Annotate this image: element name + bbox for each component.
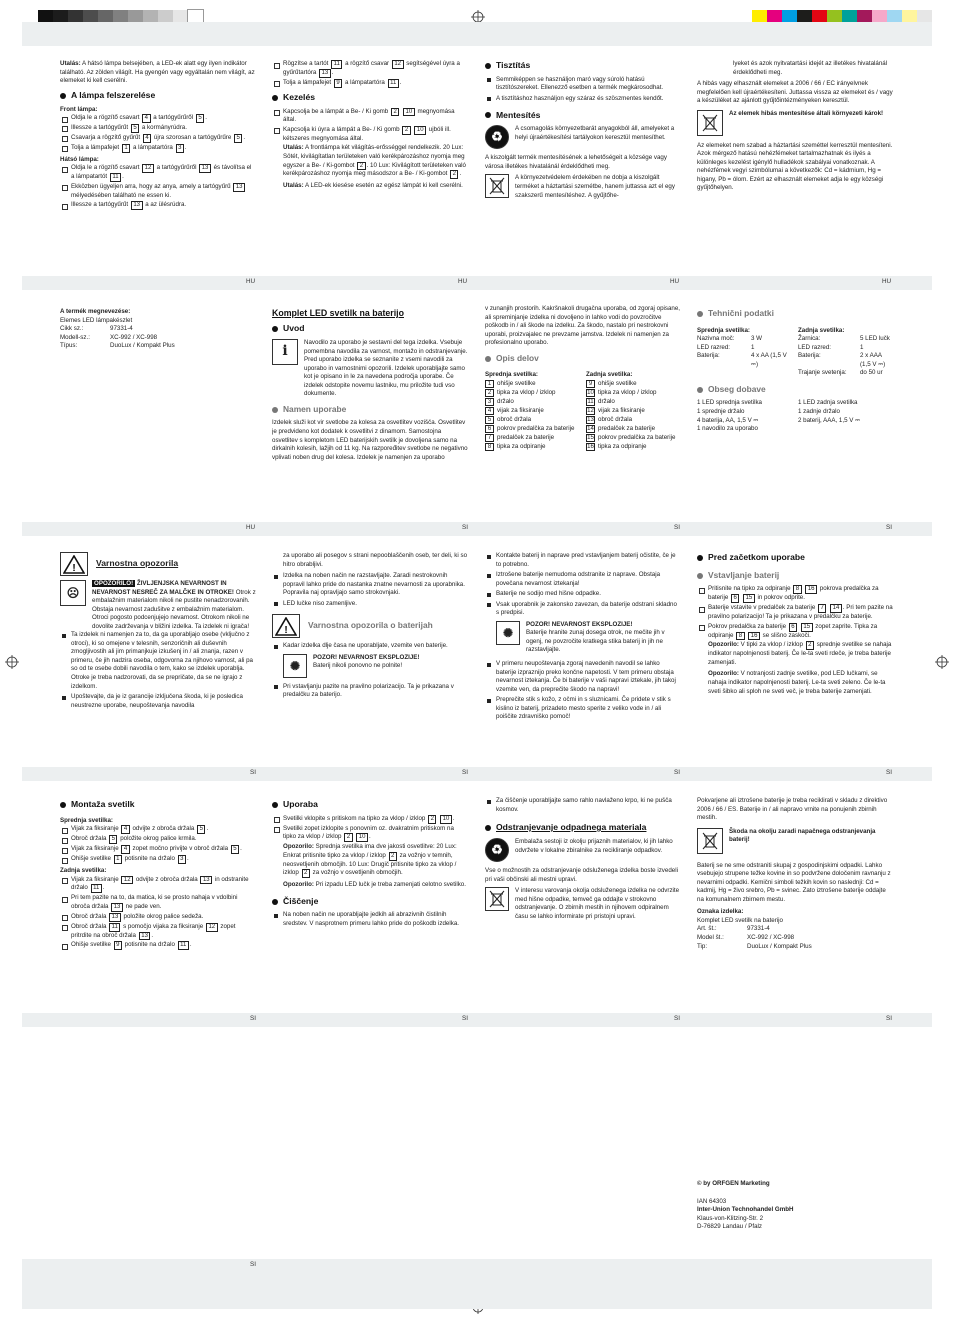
color-swatch [98,10,113,22]
part-row [586,407,681,416]
part-number-box: 10 [414,126,426,135]
product-field-value: XC-992 / XC-998 [110,333,158,341]
part-number-box: 11 [91,884,102,893]
si-col-3: Tehnični podatki Sprednja svetilka: Nazivna moč: 3 W LED razred: 1 Baterija: 4 x AA (1,5 V ⎓) Zadnja svetilka: Žarnica: 5 LED lučk LED razred: 1 Baterija: 2 x AAA (1,5 V ⎓) Trajanje svetenja: do 50 ur Obseg dobave 1 LED sprednja svetilka 1 sprednje držalo 4 baterija, AA, 1,5 V ⎓ 1 navodilo za uporabo 1 LED zadnja svetilka 1 zadnje držalo 2 baterij, AAA, 1,5 V ⎓ [697,304,893,517]
color-swatch [782,10,797,22]
part-row [586,389,681,398]
part-number-box: 8 [485,443,494,451]
lang-label: SI [674,769,680,776]
part-number-box: 2 [806,641,814,650]
part-number-box: 5 [196,114,204,123]
tech-field-label: Žarnica: [797,335,821,343]
recycle-icon: ♻ [485,125,509,149]
crossed-bin-icon [697,828,723,854]
color-swatch [173,10,188,22]
si-mount-col: Montaža svetilk Sprednja svetilka: Vijak za fiksiranje 4 odvijte z obroča držala 5 . Obroč držala 5 položite okrog palice krmila. Vijak za fiksiranje 4 zopet močno privijte v obroč držala 5 . Ohišje svetilke 1 potisnite na držalo 3 . Zadnja svetilka: Vijak za fiksiranje 12 odvijte z obroča držala 13 in odstranite držalo 11 . Pri tem pazite na to, da matica, ki se prosto nahaja v vdolbini obroča držala 13 ne pade ven. Obroč držala 13 položite okrog palice sedeža. Obroč držala 11 s pomočjo vijaka za fiksiranje 12 zopet pritrdite na obroč držala 13 . Ohišje svetilke 9 potisnite na držalo 11 . [60,795,256,1007]
part-number-box: 2 [389,852,397,861]
color-swatch [767,10,782,22]
lang-label: SI [462,769,468,776]
part-row [485,425,580,434]
lang-label: SI [886,1015,892,1022]
part-row [485,380,580,389]
product-field-value: 97331-4 [110,325,133,333]
step-item: Illessze a tartógyűrűt 5 a kormányrúdra. [60,124,256,133]
part-row [586,425,681,434]
part-label: predalček za baterije [598,425,656,433]
lang-label: HU [882,278,892,285]
lang-label: SI [674,1015,680,1022]
tech-field-label: Nazivna moč: [697,335,735,343]
part-number-box: 9 [114,941,122,950]
part-number-box: 13 [319,69,331,78]
part-number-box: 5 [109,835,117,844]
info-icon: i [272,339,298,365]
part-number-box: 11 [178,941,189,950]
part-number-box: 6 [731,594,739,603]
part-number-box: 11 [110,173,121,182]
part-number-box: 1 [114,855,122,864]
part-row [586,434,681,443]
si-col-2: v zunanjih prostorih. Kakršnakoli drugačna uporaba, od zgoraj opisane, ali spreminjanje izdelka ni dovoljeno in lahko vodi do povzročitve poškodb in / ali škode na izdelku. Za škodo, nastalo pri nestrokovni uporabi, proizvajalec ne prevzame jamstva. Izdelek ni namenjen za profesionalno uporabo. Opis delov Sprednja svetilka: 1 ohišje svetilke 2 tipka za vklop / izklop 3 držalo 4 vijak za fiksiranje 5 obroč držala 6 pokrov predalčka za baterije 7 predalček za baterije 8 tipka za odpiranje Zadnja svetilka: 9 ohišje svetilke 10 tipka za vklop / izklop 11 držalo 12 vijak za fiksiranje 13 obroč držala 14 predalček za baterije 15 pokrov predalčka za baterije 16 tipka za odpiranje [485,305,681,451]
part-number-box: 9 [334,79,342,88]
scope-item: 1 navodilo za uporabo [697,425,758,433]
color-swatch [917,10,932,22]
warning-triangle-icon [272,614,300,638]
part-row [485,443,580,452]
lang-label: HU [670,278,680,285]
part-label: vijak za fiksiranje [598,407,645,415]
product-field-value: 97331-4 [747,925,770,933]
lang-label: SI [674,524,680,531]
product-field-label: Modell-sz.: [60,333,90,341]
si-col-3b: Kontakte baterij in naprave pred vstavljanjem baterij očistite, če je to potrebno. Iztrošene baterije nemudoma odstranite iz naprave. Obstaja povečana nevarnost iztekanja! Baterije ne sodijo med hišne odpadke. Vsak uporabnik je zakonsko zavezan, da baterije odstrani skladno s predpisi. ✺ POZOR! NEVARNOST EKSPLOZIJE! Baterije hranite zunaj dosega otrok, ne mečite jih v ogenj, ne povzročite kratkega stika baterij in jih ne razstavljajte. V primeru neupoštevanja zgoraj navedenih navodil se lahko baterije izpraznijo preko končne napetosti. V tem primeru obstaja nevarnost iztekanja. Če bi baterije v vaši napravi iztekale, jih takoj vzemite ven, da preprečite škodo na napravi! Preprečite stik s kožo, z očmi in s sluznicami. Če pridete v stik s kislino iz baterij, prizadeto mesto sperite z veliko vode in / ali poiščite zdravniško pomoč! [485,552,681,762]
scope-item: 1 LED sprednja svetilka [697,399,763,407]
part-number-box: 12 [121,876,133,885]
part-label: tipka za vklop / izklop [497,388,556,396]
part-number-box: 16 [748,632,760,641]
lang-label: SI [250,769,256,776]
crossed-bin-icon [697,110,723,136]
tech-field-value: 1 [859,343,864,351]
part-number-box: 5 [234,134,242,143]
lang-label: HU [246,278,256,285]
part-label: obroč držala [497,416,532,424]
part-number-box: 13 [109,913,121,922]
bullet-item: Iztrošene baterije nemudoma odstranite iz naprave. Obstaja povečana nevarnost iztekanja! [485,571,681,588]
warning-triangle-icon [60,552,88,576]
part-number-box: 11 [587,398,594,405]
part-label: tipka za odpiranje [497,443,546,451]
section-bar [22,767,932,781]
step-item: Oldja le a rögzítő csavart 4 a tartógyűrűről 5 . [60,114,256,123]
bullet-item: Baterije ne sodijo med hišne odpadke. [485,590,681,599]
color-swatch [812,10,827,22]
product-field-label: Model št.: [697,934,724,942]
hu-col-3: Tisztítás Semmiképpen se használjon maró vagy súroló hatású tisztítószereket. Ellenezző esetben a termék megkárosodhat. A tisztításhoz használjon egy száraz és szöszmentes kendőt. Mentesítés ♻ A csomagolás környezetbarát anyagokból áll, amelyeket a helyi újraértékesítési tartályokon keresztül mentesíthet. A kiszolgált termék mentesítésének a lehetőségeit a községe vagy városa illetékes hivatalánál érdeklődheti meg. A környezetvédelem érdekében ne dobja a kiszolgált terméket a háztartási szemétbe, hanem juttassa azt el egy szakszerű mentesítéshez. A gyűjtőhe- [485,56,681,272]
color-swatch [887,10,902,22]
bullet-item: Upoštevajte, da je iz garancije izključena škoda, ki je posledica neustrezne uporabe, neupoštevanja navodila [60,693,256,710]
crossed-bin-icon [485,174,509,198]
tech-field-value: 4 x AA (1,5 V ⎓) [751,352,787,368]
bullet-item: Ta izdelek ni namenjen za to, da ga uporabljajo osebe (vključno z otroci), ki so omejene v telesnih, senzoričnih ali duševnih zmogljivostih ali jim primanjkuje izkušenj in / ali znanja, razen v primeru, če jih nadzira oseba, odgovorna za njihovo varnost, ali pa so od te osebe dobili navodila o tem, kako se izdelek uporablja. Otroke je treba nadzorovati, da se prepričate, da se ne igrajo z izdelkom. [60,631,256,691]
lang-label: SI [886,769,892,776]
part-number-box: 7 [485,434,494,442]
part-number-box: 2 [302,869,310,878]
color-swatch [842,10,857,22]
si-safety-col: ! Varnostna opozorila ☹ OPOZORILO! ŽIVLJENJSKA NEVARNOST IN NEVARNOST NESREČ ZA MALČKE IN OTROKE! Otrok z embalažnim materialom nikoli ne pustite nenadzorovanih. Obstaja nevarnost zadušitve z embalažnim materialom. Otroci pogosto podcenjujejo nevarnost. Otrokom nikoli ne dovolite zadrževanja v bližini izdelka. Ta izdelek ni igrača! Ta izdelek ni namenjen za to, da ga uporabljajo osebe (vključno z otroci), ki so omejene v telesnih, senzoričnih ali duševnih zmogljivostih ali jim primanjkuje izkušenj in / ali znanja, razen v primeru, če jih nadzira oseba, odgovorna za njihovo varnost, ali pa so od te osebe dobili navodila o tem, kako se izdelek uporablja. Otroke je treba nadzorovati, da se prepričate, da se ne igrajo z izdelkom. Upoštevajte, da je iz garancije izključena škoda, ki je posledica neustrezne uporabe, neupoštevanja navodila [60,550,256,762]
si-disposal-col: Za čiščenje uporabljajte samo rahlo navlaženo krpo, ki ne pušča kosmov. Odstranjevanje odpadnega materiala ♻ Embalaža sestoji iz okolju prijaznih materialov, ki jih lahko odvržete v lokalne zbiralnike za recikliranje odpadkov. Vse o možnostih za odstranjevanje odsluženega izdelka boste izvedeli pri vaši občinski ali mestni upravi. V interesu varovanja okolja odsluženega izdelka ne odvrzite med hišne odpadke, temveč ga oddajte v strokovno odstranjevanje. O zbirnih mestih in njihovem odpiralnem času se lahko informirate pri pristojni upravi. [485,797,680,920]
bullet-item: Za čiščenje uporabljajte samo rahlo navlaženo krpo, ki ne pušča kosmov. [485,797,681,814]
color-swatch [827,10,842,22]
part-number-box: 13 [200,876,212,885]
part-number-box: 4 [121,825,129,834]
tech-field-label: Baterija: [697,352,720,360]
step-item: Obroč držala 11 s pomočjo vijaka za fiksiranje 12 zopet pritrdite na obroč držala 13 . [60,923,256,941]
part-number-box: 14 [830,604,842,613]
bullet-item: V primeru neupoštevanja zgoraj navedenih navodil se lahko baterije izpraznijo preko končne napetosti. V tem primeru obstaja nevarnost iztekanja. Če bi baterije v vaši napravi iztekale, jih takoj vzemite ven, da preprečite škodo na napravi! [485,660,681,694]
part-number-box: 3 [176,144,184,153]
part-row [485,389,580,398]
part-label: držalo [497,397,514,405]
step-item: Rögzítse a tartót 11 a rögzítő csavar 12 segítségével úyra a gyűrűtartóra 13 . [272,60,468,78]
warning-label: OPOZORILO! [94,580,134,587]
part-number-box: 2 [485,389,494,397]
part-number-box: 14 [587,426,594,433]
tech-field-label: Trajanje svetenja: [797,369,847,377]
lang-label: SI [462,1015,468,1022]
tech-field-value: 3 W [751,335,763,343]
color-swatch [797,10,812,22]
color-swatch [113,10,128,22]
tech-field-label: LED razred: [797,343,831,351]
step-item: Vijak za fiksiranje 4 zopet močno privijte v obroč držala 5 . [60,845,256,854]
top-bar [22,22,932,46]
bottom-bar [22,1259,932,1309]
step-item: Ohišje svetilke 9 potisnite na držalo 11 . [60,941,256,950]
hu-product-col: A termék megnevezése: Elemes LED lámpakészlet Cikk sz.: 97331-4 Modell-sz.: XC-992 / XC-998 Típus: DuoLux / Kompakt Plus [60,305,256,517]
product-field-value: XC-992 / XC-998 [747,934,795,942]
part-number-box: 12 [392,60,404,69]
bullet-item: Preprečite stik s kožo, z očmi in s sluznicami. Če pridete v stik s kislino iz baterij, prizadeto mesto sperite z veliko vode in / ali poiščite zdravniško pomoč! [485,696,681,722]
part-label: tipka za vklop / izklop [598,388,657,396]
explosion-icon: ✺ [283,654,307,678]
part-label: pokrov predalčka za baterije [497,425,575,433]
part-number-box: 13 [199,164,211,173]
part-number-box: 13 [587,417,594,424]
scope-item: 2 baterij, AAA, 1,5 V ⎓ [797,416,861,424]
part-number-box: 9 [586,380,595,388]
part-number-box: 8 [793,585,801,594]
step-item: Vijak za fiksiranje 12 odvijte z obroča držala 13 in odstranite držalo 11 . [60,876,256,894]
product-field-value: DuoLux / Kompakt Plus [747,942,812,950]
explosion-icon: ✺ [496,621,520,645]
si-use-col: Uporaba Svetilki vklopite s pritiskom na tipko za vklop / izklop 2 10 . Svetilki zopet izklopite s ponovnim oz. dvakratnim pritiskom na tipko za vklop / izklop 2 10 . Opozorilo: Sprednja svetilka ima dve jakosti osvetlitve: 20 Lux: Enkrat pritisnite tipko za vklop / izklop 2 za vožnjo v temnih, neosvetljenih območjih. 10 Lux: Drugič pritisnite tipko za vklop / izklop 2 za vožnjo v osvetljenih območjih. Opozorilo: Pri izpadu LED lučk je treba zamenjati celotno svetilko. Čiščenje Na noben način ne uporabljajte jedkih ali abrazivnih čistilnih sredstev. V nasprotnem primeru lahko pride do poškodb izdelka. [272,795,468,1007]
si-col-4b: Pred začetkom uporabe Vstavljanje baterij Pritisnite na tipko za odpiranje 8 16 pokrova predalčka za baterije 6 15 in pokrov odprite. Baterije vstavite v predalček za baterije 7 14 . Pri tem pazite na pravilno polarizacijo! Ta je prikazana v predalčku za baterije. Pokrov predalčka za baterije 6 15 zopet zaprite. Tipka za odpiranje 8 16 se slišno zaskoči. Opozorilo: V tipki za vklop / izklop 2 sprednje svetilke se nahaja indikator napolnjenosti baterij. Če le-ta sveti rdeče, je treba baterije zamenjati. Opozorilo: V notranjosti zadnje svetilke, pod LED lučkami, se nahaja indikator napolnjenosti baterij. Le-ta sveti zeleno. Če le-ta sveti šibko ali sploh ne sveti več, je treba baterije zamenjati. [697,548,893,762]
part-number-box: 5 [231,845,239,854]
lang-label: SI [886,524,892,531]
part-number-box: 4 [485,407,494,415]
scope-item: 1 LED zadnja svetilka [797,399,858,407]
part-row [485,434,580,443]
color-swatch [68,10,83,22]
bullet-item: LED lučke niso zamenljive. [272,600,468,609]
part-label: tipka za odpiranje [598,443,647,451]
part-row [586,416,681,425]
part-number-box: 10 [356,833,368,842]
part-number-box: 2 [450,170,458,179]
step-item: Svetilki vklopite s pritiskom na tipko za vklop / izklop 2 10 . [272,815,468,824]
part-number-box: 3 [485,398,494,406]
scope-item: 1 zadnje držalo [797,408,840,416]
part-number-box: 15 [801,623,813,632]
child-warning-icon: ☹ [60,580,86,606]
svg-text:!: ! [284,624,288,636]
si-col-1: Komplet LED svetilk na baterijo Uvod i Navodilo za uporabo je sestavni del tega izdelka. Vsebuje pomembna navodila za varnost, montažo in odstranjevanje. Pred uporabo izdelka se seznanite z vsemi navodili za uporabo in varnostnimi opozorili. Izdelek uporabljajte samo kot je opisano in le za navedena področja uporabe. Če izdelek odstopite novemu lastniku, mu priložite tudi vso dokumente. Namen uporabe Izdelek služi kot vir svetlobe za kolesa za osvetlitev vozišča. Osvetlitev je predvideno kot dodatek k osvetlitvi z dinamom. Samostojna osvetlitev s kompletom LED baterijskih svetilk je dovoljena samo na dirkalnih kolesih, lažjih od 11 kg. Na razpoređitev svetlobe ne negativno vplivati noben drug del kolesa. Izdelek je namenjen za uporabo [272,308,468,461]
part-label: ohišje svetilke [497,379,536,387]
crossed-bin-icon [485,887,509,911]
part-row [586,398,681,407]
bullet-item: Semmiképpen se használjon maró vagy súroló hatású tisztítószereket. Ellenezző esetben a termék megkárosodhat. [485,76,681,93]
color-swatch [128,10,143,22]
step-item: Csavarja a rögzítő gyűrűt 4 újra szorosan a tartógyűrűre 5 . [60,134,256,143]
part-number-box: 6 [485,425,494,433]
part-number-box: 10 [587,389,594,396]
part-number-box: 5 [197,825,205,834]
color-swatch [188,10,203,22]
lang-label: SI [250,1261,256,1268]
color-swatch [752,10,767,22]
hu-col-2: Rögzítse a tartót 11 a rögzítő csavar 12 segítségével úyra a gyűrűtartóra 13 . Tolja a lámpafejet 9 a lámpatartóra 11 . Kezelés Kapcsolja be a lámpát a Be- / Ki gomb 2 10 megnyomása által. Kapcsolja ki úyra a lámpát a Be- / Ki gomb 2 10 ujbóli ill. kétszeres megnyomása által. Utalás: A frontlámpa két világítás-erősséggel rendelkezik. 20 Lux: Sötét, kivilágítatlan területeken való kerékpározáshoz nyomja meg egyszer a Be- / Ki-gombot 2 . 10 Lux: Kivilágított területeken való kerékpározáshoz nyomja meg másodszor a Be- / Ki-gombot 2 . Utalás: A LED-ek kiesése esetén az egész lámpát ki kell cserélni. [272,60,468,272]
part-label: vijak za fiksiranje [497,407,544,415]
color-swatch [38,10,53,22]
bullet-item: Na noben način ne uporabljajte jedkih ali abrazivnih čistilnih sredstev. V nasprotnem primeru lahko pride do poškodb izdelka. [272,911,468,928]
product-field-label: Típus: [60,342,78,350]
part-number-box: 5 [485,416,494,424]
part-number-box: 16 [805,585,817,594]
part-label: obroč držala [598,416,633,424]
part-number-box: 6 [789,623,797,632]
part-number-box: 12 [206,923,218,932]
lang-label: SI [462,524,468,531]
part-number-box: 4 [121,845,129,854]
part-number-box: 7 [818,604,826,613]
step-item: Vijak za fiksiranje 4 odvijte z obroča držala 5 . [60,825,256,834]
scope-item: 4 baterija, AA, 1,5 V ⎓ [697,416,759,424]
part-number-box: 15 [587,435,594,442]
step-item: Obroč držala 5 položite okrog palice krmila. [60,835,256,844]
bullet-item: Kontakte baterij in naprave pred vstavljanjem baterij očistite, če je to potrebno. [485,552,681,569]
color-swatch [53,10,68,22]
part-number-box: 12 [142,164,154,173]
color-swatch [83,10,98,22]
step-item: Svetilki zopet izklopite s ponovnim oz. dvakratnim pritiskom na tipko za vklop / izklop 2 10 . [272,825,468,842]
hu-col-4: lyeket és azok nyitvatartási idejét az illetékes hivatalánál érdeklődheti meg. A hibás vagy elhasznált elemeket a 2006 / 66 / EC irányelvnek megfelelően kell újraértékesíteni. Juttassa vissza az elemeket és / vagy a készüléket az ajánlott gyűjtőintézményeken keresztül. Az elemek hibás mentesítése általi környezeti károk! Az elemeket nem szabad a háztartási szeméttel kerresztül mentesíteni. Azok mérgező hatású nehézfémeket tartalmazhatnak és ilyés a különleges kezelést igénylő hulladékok szabályai vonatkoznak. A nehézfémek vegyi szimbólumai a következők: Cd = kádmium, Hg = higany, Pb = ólom. Ezért az elhasznált elemeket adja le egy községi gyűjtőhelyen. [697,60,893,192]
part-number-box: 13 [111,903,123,912]
tech-field-label: LED razred: [697,343,731,351]
bullet-item: A tisztításhoz használjon egy száraz és szöszmentes kendőt. [485,95,681,104]
part-row [485,416,580,425]
part-number-box: 13 [139,932,151,941]
part-number-box: 2 [357,162,365,171]
product-field-label: Art. št.: [697,925,717,933]
lang-label: HU [246,524,256,531]
product-field-label: Cikk sz.: [60,325,84,333]
tech-field-value: do 50 ur [859,369,883,377]
part-row [586,380,681,389]
step-item: Obroč držala 13 položite okrog palice sedeža. [60,913,256,922]
step-item: Baterije vstavite v predalček za baterije 7 14 . Pri tem pazite na pravilno polarizacijo! Ta je prikazana v predalčku za baterije. [697,604,893,621]
color-swatch [857,10,872,22]
part-number-box: 10 [403,108,415,117]
color-swatch [158,10,173,22]
lang-label: HU [458,278,468,285]
step-item: Illessze a tartógyűrűt 13 a az ülésrúdra. [60,201,256,210]
part-number-box: 2 [402,126,410,135]
registration-mark-icon [5,655,19,673]
part-number-box: 2 [344,833,352,842]
svg-text:!: ! [72,562,76,574]
si-battery-disposal-col: Pokvarjene ali iztrošene baterije je treba reciklirati v skladu z direktivo 2006 / 66 / ES. Baterije in / ali napravo vrnite na ponujenih zbirnih mestih. Škoda na okolju zaradi napačnega odstranjevanja baterij! Baterij se ne sme odstraniti skupaj z gospodinjskimi odpadki. Lahko vsebujejo strupene težke kovine in so podvržene določenim ravnanju z nevarnimi odpadki. Kemični simboli težkih kovin so naslednji: Cd = kadmij, Hg = živo srebro, Pb = svinec. Zato iztrošene baterije oddajte na komunalnem zbirnem mestu. Oznaka izdelka: Komplet LED svetilk na baterijo Art. št.: 97331-4 Model št.: XC-992 / XC-998 Tip: DuoLux / Kompakt Plus [697,797,893,1007]
color-swatch [872,10,887,22]
part-number-box: 11 [331,60,342,69]
si-col-2b: za uporabo ali posegov s strani nepooblaščenih oseb, ter deli, ki so hitro obrabljivi. Izdelka na noben način ne razstavljajte. Zaradi nestrokovnih popravil lahko pride do nastanka znatne nevarnosti za uporabnika. Popravila naj opravljajo samo strokovnjaki. LED lučke niso zamenljive. ! Varnostna opozorila o baterijah Kadar izdelka dlje časa ne uporabljate, vzemite ven baterije. ✺ POZOR! NEVARNOST EKSPLOZIJE! Baterij nikoli ponovno ne polnite! Pri vstavljanju pazite na pravilno polarizacijo. Ta je prikazana v predalčku za baterijo. [272,552,468,762]
part-number-box: 2 [428,815,436,824]
part-number-box: 1 [485,380,494,388]
step-item: Oldja le a rögzítő csavart 12 a tartógyűrűről 13 és távolítsa el a lámpatartót 11 . [60,164,256,182]
part-number-box: 11 [109,923,120,932]
scope-item: 1 sprednje držalo [697,408,745,416]
part-number-box: 1 [122,144,130,153]
step-item: Pritisnite na tipko za odpiranje 8 16 pokrova predalčka za baterije 6 15 in pokrov odprite. [697,585,893,603]
tech-field-value: 5 LED lučk [859,335,890,343]
color-swatch [902,10,917,22]
imprint: © by ORFGEN Marketing IAN 64303 Inter-Union Technohandel GmbH Klaus-von-Klitzing-Str. 2 D-76829 Landau / Pfalz [697,1180,794,1231]
part-number-box: 12 [587,408,594,415]
recycle-icon: ♻ [485,838,509,862]
part-number-box: 4 [142,114,150,123]
part-number-box: 2 [391,108,399,117]
part-number-box: 4 [143,134,151,143]
step-item: Tolja a lámpafejet 9 a lámpatartóra 11 . [272,79,468,88]
step-item: Kapcsolja ki úyra a lámpát a Be- / Ki gomb 2 10 ujbóli ill. kétszeres megnyomása által. [272,126,468,143]
part-number-box: 15 [743,594,755,603]
product-field-label: Tip: [697,942,708,950]
tech-field-value: 1 [751,343,755,351]
part-row [485,398,580,407]
bullet-item: Izdelka na noben način ne razstavljajte. Zaradi nestrokovnih popravil lahko pride do nastanka znatne nevarnosti za uporabnika. Popravila naj opravljajo samo strokovnjaki. [272,572,468,598]
part-number-box: 8 [736,632,744,641]
part-label: ohišje svetilke [598,379,637,387]
part-number-box: 11 [388,79,399,88]
lang-label: SI [250,1015,256,1022]
hu-col-1: Utalás: A hátsó lámpa belsejében, a LED-ek alatt egy ilyen indikátor található. Az zölden világít. Ha gyengén vagy egyáltalán nem világít, az elemeket ki kell cserélni. A lámpa felszerelése Front lámpa: Oldja le a rögzítő csavart 4 a tartógyűrűről 5 . Illessze a tartógyűrűt 5 a kormányrúdra. Csavarja a rögzítő gyűrűt 4 újra szorosan a tartógyűrűre 5 . Tolja a lámpafejet 1 a lámpatartóra 3 . Hátsó lámpa: Oldja le a rögzítő csavart 12 a tartógyűrűről 13 és távolítsa el a lámpatartót 11 . Ekközben ügyeljen arra, hogy az anya, amely a tartógyűrű 13 mélyedésében található ne essen ki. Illessze a tartógyűrűt 13 a az ülésrúdra. [60,60,255,209]
part-number-box: 13 [131,201,143,210]
section-bar [22,522,932,536]
step-item: Ekközben ügyeljen arra, hogy az anya, amely a tartógyűrű 13 mélyedésében található ne essen ki. [60,183,256,200]
part-number-box: 5 [131,124,139,133]
part-row [485,407,580,416]
bullet-item: Vsak uporabnik je zakonsko zavezan, da baterije odstrani skladno s predpisi. [485,601,681,618]
tech-field-value: 2 x AAA (1,5 V ⎓) [859,352,886,368]
part-label: pokrov predalčka za baterije [598,434,676,442]
part-number-box: 16 [587,444,594,451]
part-number-box: 13 [233,183,245,192]
step-item: Kapcsolja be a lámpát a Be- / Ki gomb 2 10 megnyomása által. [272,108,468,125]
part-label: držalo [598,397,615,405]
product-field-value: DuoLux / Kompakt Plus [110,342,175,350]
step-item: Pokrov predalčka za baterije 6 15 zopet zaprite. Tipka za odpiranje 8 16 se slišno zaskoči. [697,623,893,641]
color-swatch [143,10,158,22]
section-bar [22,1013,932,1027]
registration-mark-icon [935,655,949,673]
step-item: Ohišje svetilke 1 potisnite na držalo 3 . [60,855,256,864]
part-number-box: 10 [440,815,452,824]
step-item: Tolja a lámpafejet 1 a lámpatartóra 3 . [60,144,256,153]
tech-field-label: Baterija: [797,352,821,360]
part-number-box: 3 [178,855,186,864]
part-label: predalček za baterije [497,434,555,442]
part-row [586,443,681,452]
step-item: Pri tem pazite na to, da matica, ki se prosto nahaja v vdolbini obroča držala 13 ne pade ven. [60,894,256,911]
section-bar [22,276,932,290]
